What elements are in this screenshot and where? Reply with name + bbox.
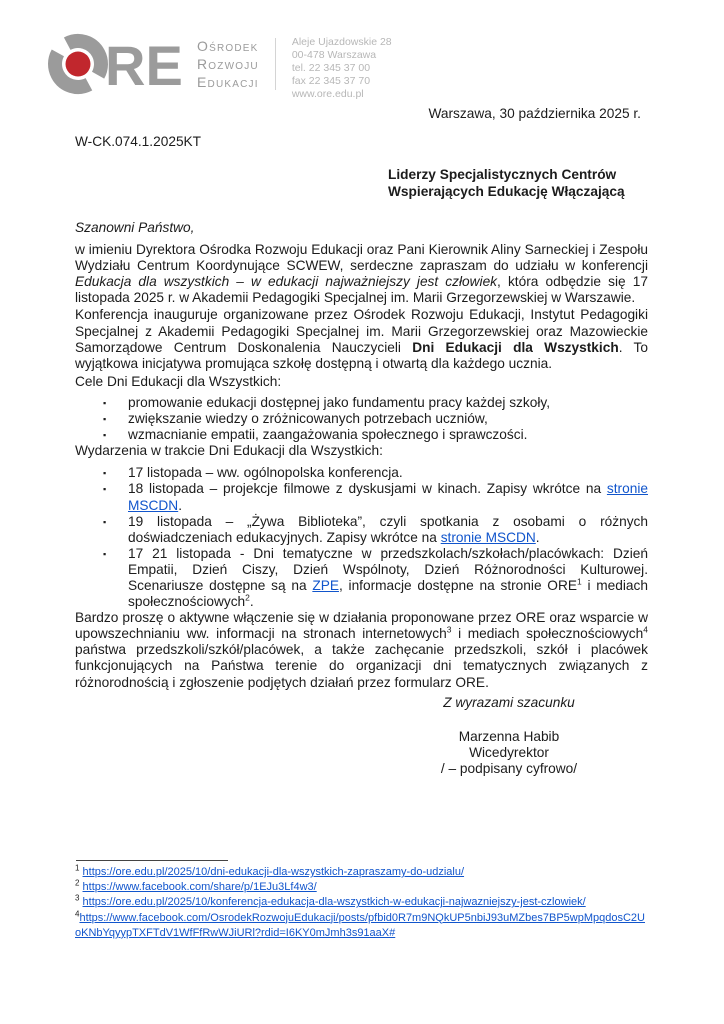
list-item-text: promowanie edukacji dostępnej jako fundamentu pracy każdej szkoły, (128, 394, 551, 410)
footnote-number: 2 (75, 878, 80, 888)
square-bullet-icon: ▪ (103, 468, 107, 479)
recipient-block (388, 166, 625, 200)
signer-name: Marzenna Habib (458, 728, 560, 744)
footnotes (75, 865, 650, 941)
text-segment: państwa przedszkoli/szkół/placówek, a także zachęcanie przedszkoli, szkół i placówek funkcjonujących na Państwa terenie do organizacji dni tematycznych związanych z różnorodnością i zgłoszenie podjętych działań przez formularz ORE. (75, 642, 648, 690)
address-line: Aleje Ujazdowskie 28 (291, 36, 392, 48)
footnote-ref: 4 (643, 624, 648, 635)
square-bullet-icon: ▪ (103, 397, 107, 408)
date-line: Warszawa, 30 października 2025 r. (428, 106, 641, 121)
inline-link[interactable]: ZPE (312, 577, 339, 593)
list-item-text (128, 465, 648, 481)
goals-list (75, 395, 648, 443)
footnote-ref: 1 (576, 576, 582, 587)
footnote-number: 4 (75, 908, 80, 918)
org-address (292, 36, 392, 101)
inline-link[interactable]: stronie MSCDN (128, 481, 648, 513)
footnote-text (83, 881, 317, 893)
list-item-text: wzmacnianie empatii, zaangażowania społecznego i sprawczości. (128, 427, 528, 443)
letterhead (45, 30, 392, 101)
text-segment: 18 listopada – projekcje filmowe z dyskusjami w kinach. Zapisy wkrótce na (128, 481, 607, 497)
ore-logo-icon (45, 30, 183, 98)
list-item (75, 514, 648, 546)
footnote (75, 880, 650, 895)
text-segment: i mediach społecznościowych (451, 626, 644, 642)
paragraph-conference (75, 307, 648, 371)
inline-link[interactable]: https://www.facebook.com/OsrodekRozwojuEdukacji/posts/pfbid0R7m9NQkUP5nbiJ93uMZbes7BP5wpMpqdosC2UoKNbYqyypTXFTdV1WfFfRwWJiURl?rdid=I6KY0mJmh3s91aaX# (75, 911, 645, 939)
list-item (75, 546, 648, 610)
list-item-text (128, 514, 648, 546)
text-segment: . (535, 529, 540, 545)
valediction: Z wyrazami szacunku (443, 694, 575, 710)
list-item (75, 395, 648, 411)
recipient-line: Liderzy Specjalistycznych Centrów (388, 167, 617, 182)
text-segment: , informacje dostępne na stronie ORE (338, 577, 577, 593)
salutation: Szanowni Państwo, (75, 220, 195, 235)
inline-link[interactable]: https://ore.edu.pl/2025/10/dni-edukacji-dla-wszystkich-zapraszamy-do-udzialu/ (82, 866, 465, 878)
text-segment: , która odbędzie się 17 listopada 2025 r. w Akademii Pedagogiki Specjalnej im. Marii Grzegorzewskiej w Warszawie. (75, 274, 648, 306)
text-segment: . To wyjątkowa inicjatywa promująca szkołę dostępną i otwartą dla każdego ucznia. (75, 339, 648, 371)
org-line: Ośrodek (197, 38, 259, 54)
footnote-text (83, 866, 465, 878)
paragraph-request (75, 610, 648, 690)
list-item-text (128, 546, 648, 610)
footnote-text (75, 912, 645, 939)
square-bullet-icon: ▪ (103, 516, 107, 527)
recipient-line: Wspierających Edukację Włączającą (388, 184, 625, 199)
closing-block (370, 695, 648, 777)
events-list (75, 465, 648, 610)
signature-block (370, 729, 648, 777)
paragraph-invitation (75, 242, 648, 306)
text-segment: . (249, 594, 254, 610)
goals-heading: Cele Dni Edukacji dla Wszystkich: (75, 373, 282, 389)
footnote-number: 1 (75, 863, 80, 873)
footnote-ref: 3 (446, 624, 452, 635)
text-segment: 17 21 listopada - Dni tematyczne w przedszkolach/szkołach/placówkach: Dzień Empatii, Dzień Ciszy, Dzień Wspólnoty, Dzień Różnorodności Kulturowej. Scenariusze dostępne są na (128, 545, 648, 593)
list-item-text: zwiększanie wiedzy o zróżnicowanych potrzebach uczniów, (128, 411, 488, 427)
logo-letters: RE (105, 34, 183, 97)
inline-link[interactable]: https://www.facebook.com/share/p/1EJu3Lf4w3/ (82, 881, 317, 894)
footnote (75, 865, 650, 880)
text-segment: Konferencja inauguruje organizowane przez Ośrodek Rozwoju Edukacji, Instytut Pedagogiki Specjalnej z Akademii Pedagogiki Specjalnej im. Marii Grzegorzewskiej oraz Mazowieckie Samorządowe Centrum Doskonalenia Nauczycieli (75, 307, 648, 355)
logo-red-dot (66, 52, 91, 77)
signer-title: Wicedyrektor (469, 744, 549, 760)
footnote (75, 908, 650, 941)
org-line: Rozwoju (197, 56, 259, 72)
text-segment: w imieniu Dyrektora Ośrodka Rozwoju Edukacji oraz Pani Kierownik Aliny Sarneckiej i Zespołu Wydziału Centrum Koordynujące SCWEW, serdeczne zapraszam do udziału w konferencji (75, 242, 648, 274)
inline-link[interactable]: stronie MSCDN (440, 529, 536, 545)
square-bullet-icon: ▪ (103, 430, 107, 441)
list-item (75, 481, 648, 513)
text-segment: . (178, 497, 182, 513)
text-segment: Bardzo proszę o aktywne włączenie się w działania proponowane przez ORE oraz wsparcie w upowszechnianiu ww. informacji na stronach internetowych (75, 610, 648, 642)
footnote (75, 895, 650, 910)
footnote-text (83, 896, 586, 908)
text-segment: Edukacja dla wszystkich – w edukacji najważniejszy jest człowiek (75, 274, 498, 290)
list-item (75, 411, 648, 427)
footnote-ref: 2 (245, 592, 250, 603)
address-line: fax 22 345 37 70 (291, 75, 371, 87)
text-segment: Dni Edukacji dla Wszystkich (412, 339, 619, 355)
digital-signature-note: / – podpisany cyfrowo/ (440, 760, 578, 776)
list-item (75, 465, 648, 481)
ore-logo (45, 30, 183, 98)
reference-number: W-CK.074.1.2025KT (75, 134, 202, 149)
inline-link[interactable]: https://ore.edu.pl/2025/10/konferencja-edukacja-dla-wszystkich-w-edukacji-najwazniejszy-jest-czlowiek/ (82, 896, 586, 909)
footnote-number: 3 (75, 893, 80, 903)
letter-body (75, 220, 648, 777)
text-segment: i mediach społecznościowych (128, 577, 648, 610)
square-bullet-icon: ▪ (103, 548, 107, 559)
square-bullet-icon: ▪ (103, 484, 107, 495)
header-divider (275, 38, 276, 90)
address-line: tel. 22 345 37 00 (291, 62, 371, 74)
footnote-separator (76, 860, 228, 861)
org-line: Edukacji (197, 74, 259, 90)
text-segment: 17 listopada – ww. ogólnopolska konferencja. (128, 465, 403, 481)
text-segment: 19 listopada – „Żywa Biblioteka”, czyli spotkania z osobami o różnych doświadczeniach edukacyjnych. Zapisy wkrótce na (128, 513, 648, 545)
org-name (197, 37, 259, 91)
list-item-text (128, 481, 648, 513)
list-item (75, 427, 648, 443)
address-line: www.ore.edu.pl (291, 88, 364, 100)
square-bullet-icon: ▪ (103, 414, 107, 425)
events-heading: Wydarzenia w trakcie Dni Edukacji dla Wszystkich: (75, 443, 383, 459)
address-line: 00-478 Warszawa (291, 49, 377, 61)
